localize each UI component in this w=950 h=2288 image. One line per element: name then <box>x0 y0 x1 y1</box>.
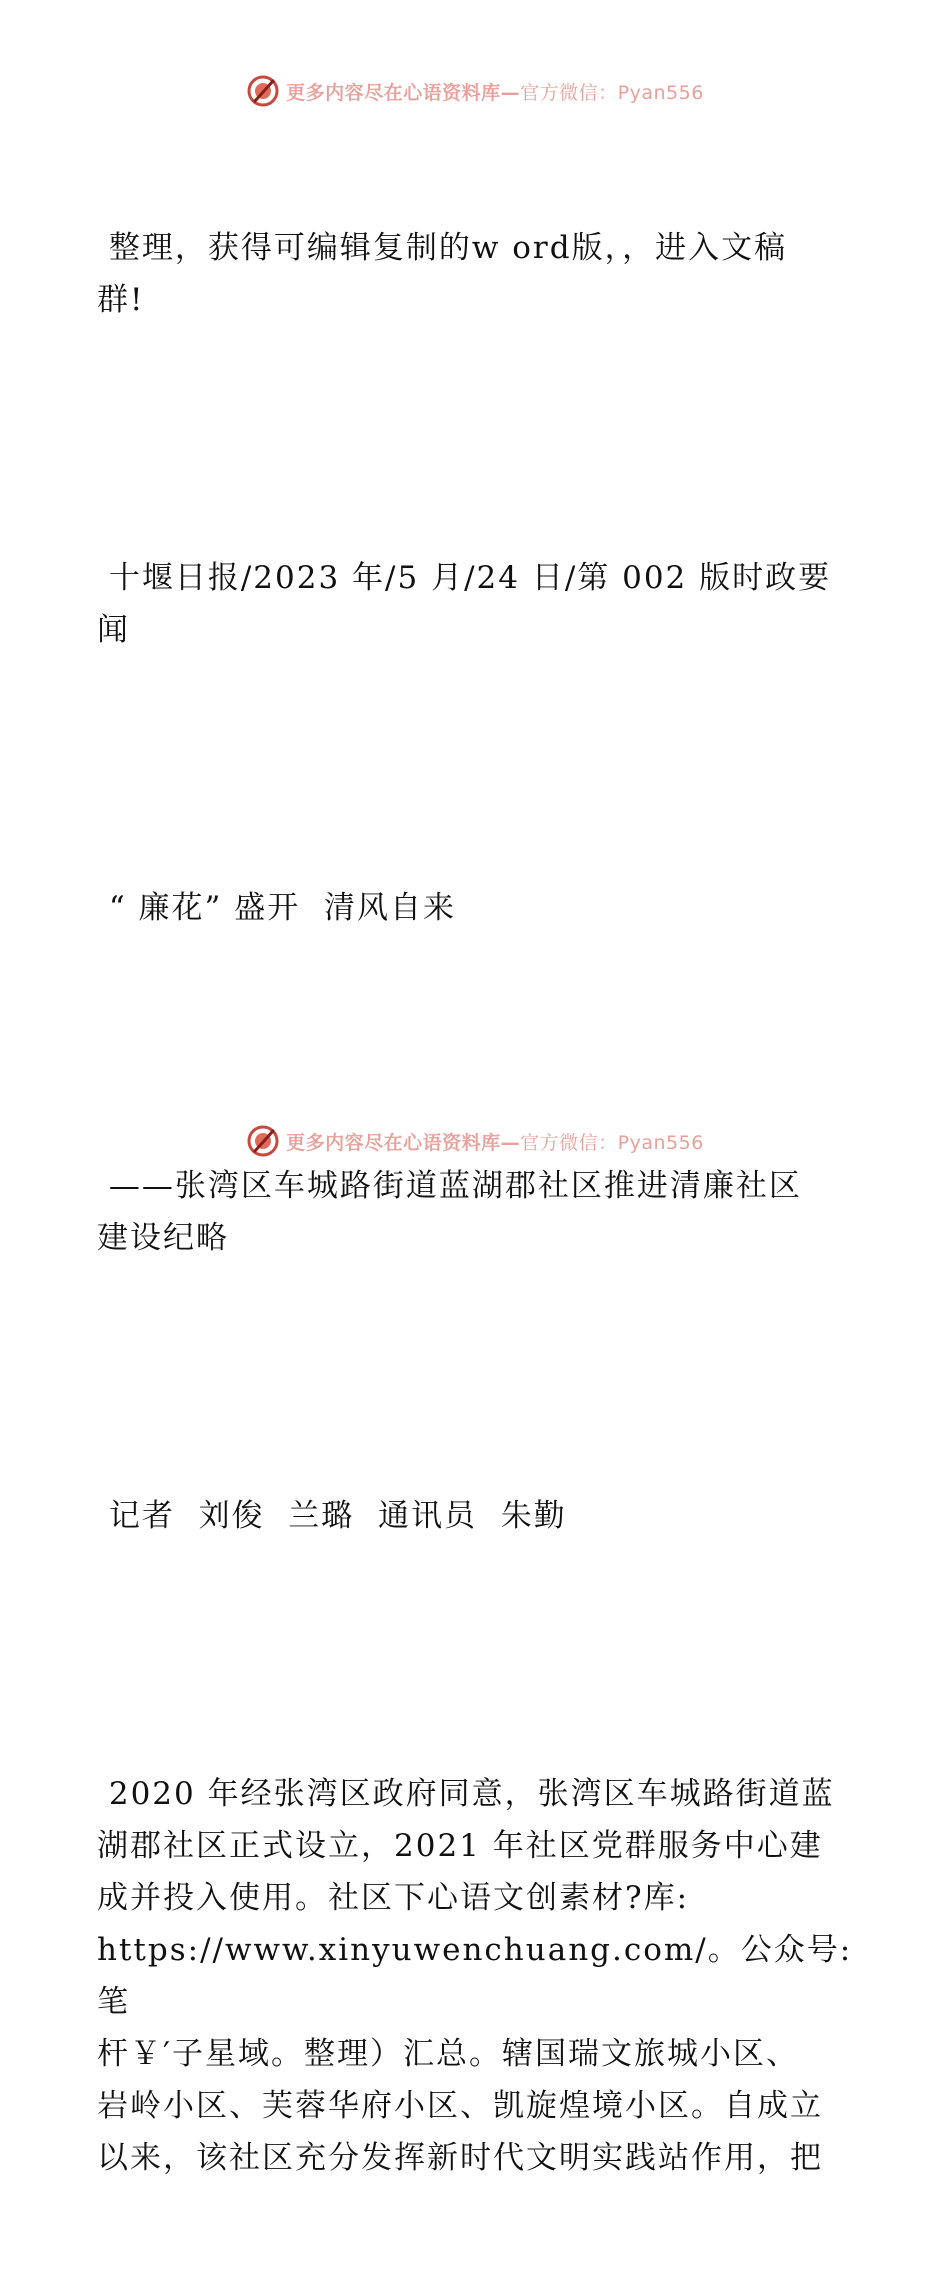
text-line: 建设纪略 <box>97 1220 229 1256</box>
watermark-text-bold: 更多内容尽在心语资料库— <box>286 81 521 104</box>
footer-watermark-banner <box>0 1121 950 1161</box>
text-line: https://www.xinyuwenchuang.com/。公众号: 笔 <box>97 1932 865 2020</box>
seal-pen-icon <box>246 74 280 108</box>
source-line <box>97 448 857 760</box>
header-watermark-banner <box>0 71 950 111</box>
watermark-wechat: 官方微信：Pyan556 <box>520 81 704 104</box>
byline <box>97 1386 857 1646</box>
watermark-group <box>246 1124 704 1158</box>
article-subtitle <box>97 1056 857 1368</box>
text-line: 成并投入使用。社区下心语文创素材?库: <box>97 1880 690 1916</box>
text-line: 以来，该社区充分发挥新时代文明实践站作用，把 <box>97 2140 823 2176</box>
watermark-group <box>246 74 704 108</box>
intro-paragraph <box>97 118 857 430</box>
text-line: 整理，获得可编辑复制的w ord版，，进入文稿 <box>97 230 788 266</box>
body-paragraph <box>97 1664 865 2288</box>
text-line: 岩岭小区、芙蓉华府小区、凯旋煌境小区。自成立 <box>97 2088 823 2124</box>
text-line: 闻 <box>97 612 130 648</box>
document-body <box>97 118 865 2288</box>
watermark-wechat: 官方微信：Pyan556 <box>520 1131 704 1154</box>
text-line: 湖郡社区正式设立，2021 年社区党群服务中心建 <box>97 1828 823 1864</box>
text-line: “ 廉花” 盛开 清风自来 <box>97 890 456 926</box>
text-line: ——张湾区车城路街道蓝湖郡社区推进清廉社区 <box>97 1168 802 1204</box>
watermark-text <box>286 78 704 105</box>
text-line: 群! <box>97 282 145 318</box>
watermark-text <box>286 1128 704 1155</box>
text-line: 2020 年经张湾区政府同意，张湾区车城路街道蓝 <box>97 1776 835 1812</box>
seal-pen-icon <box>246 1124 280 1158</box>
article-title <box>97 778 857 1038</box>
watermark-text-bold: 更多内容尽在心语资料库— <box>286 1131 521 1154</box>
text-line: 记者 刘俊 兰璐 通讯员 朱勤 <box>97 1498 567 1534</box>
text-line: 十堰日报/2023 年/5 月/24 日/第 002 版时政要 <box>97 560 832 596</box>
text-line: 杆￥′子星域。整理）汇总。辖国瑞文旅城小区、 <box>97 2036 800 2072</box>
